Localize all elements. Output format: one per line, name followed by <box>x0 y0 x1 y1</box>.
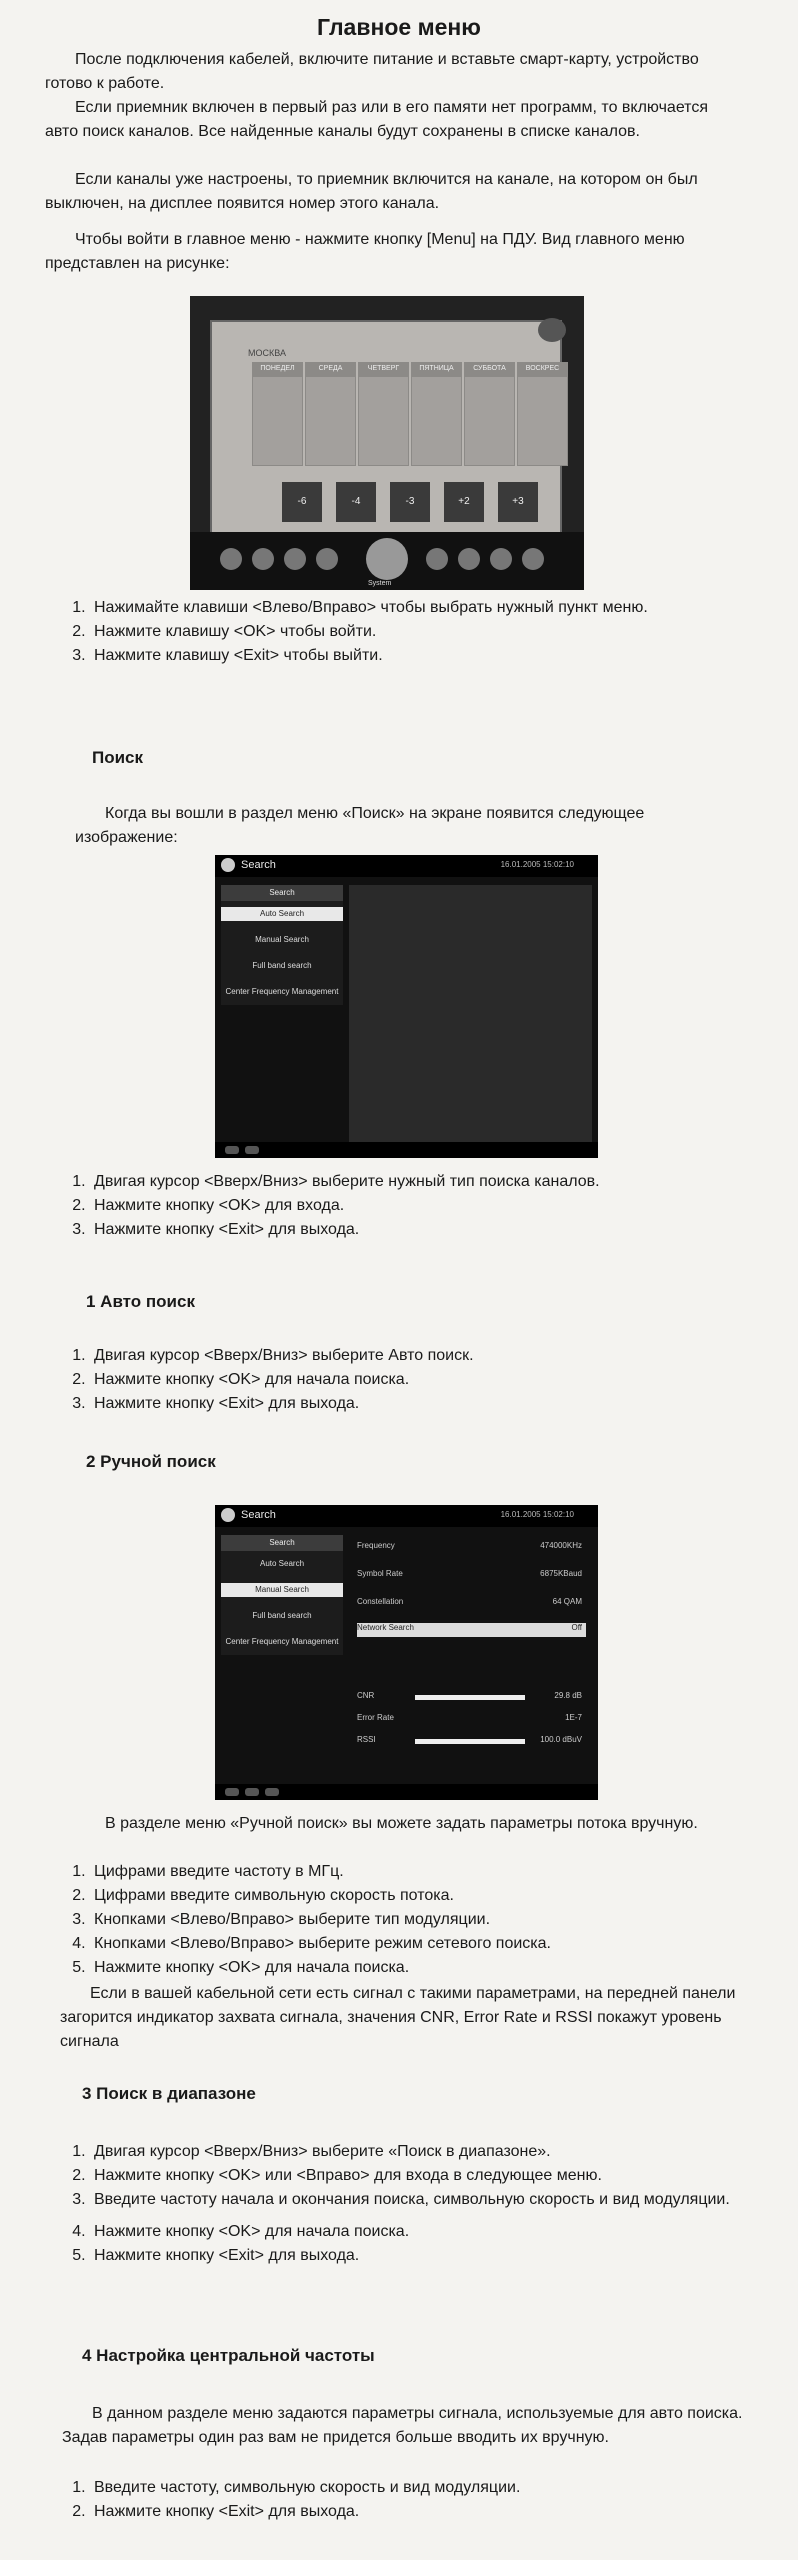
param-key: Network Search <box>357 1623 414 1632</box>
main-menu-steps <box>62 596 770 668</box>
footer-icon <box>225 1146 239 1154</box>
stat-value: 29.8 dB <box>554 1691 582 1700</box>
footer-icon <box>225 1788 239 1796</box>
stat-row <box>357 1713 586 1727</box>
manual-note: Если в вашей кабельной сети есть сигнал с такими параметрами, на передней панели загорится индикатор захвата сигнала, значения CNR, Error Rate и RSSI покажут уровень сигнала <box>60 1985 736 2050</box>
menu-icon <box>458 548 480 570</box>
screen-footer <box>215 1784 598 1800</box>
list-item: 4. Кнопками <Влево/Вправо> выберите режим сетевого поиска. <box>90 1932 770 1956</box>
footer-icon <box>245 1146 259 1154</box>
city-label: МОСКВА <box>248 348 286 358</box>
list-item: 1. Цифрами введите частоту в МГц. <box>90 1860 770 1884</box>
screen-title: Search <box>241 1509 276 1521</box>
menu-icon <box>316 548 338 570</box>
screen-date: 16.01.2005 15:02:10 <box>500 1510 574 1519</box>
menu-icon <box>284 548 306 570</box>
search-menu-item-auto: Auto Search <box>221 907 343 921</box>
temperature-tile: -3 <box>390 482 430 522</box>
param-key: Constellation <box>357 1597 404 1606</box>
weekday-row <box>252 362 568 376</box>
footer-icon <box>245 1788 259 1796</box>
param-row <box>357 1541 586 1555</box>
weekday-label: ПОНЕДЕЛ <box>252 362 303 376</box>
list-item: 5. Нажмите кнопку <Exit> для выхода. <box>90 2244 770 2268</box>
manual-search-heading: 2 Ручной поиск <box>86 1452 216 1471</box>
param-key: Frequency <box>357 1541 395 1550</box>
search-menu-item-full: Full band search <box>252 961 312 970</box>
weekday-label: ПЯТНИЦА <box>411 362 462 376</box>
manual-intro: В разделе меню «Ручной поиск» вы можете задать параметры потока вручную. <box>105 1815 698 1832</box>
list-item: 2. Цифрами введите символьную скорость потока. <box>90 1884 770 1908</box>
list-item: 3. Нажмите кнопку <Exit> для выхода. <box>90 1392 770 1416</box>
param-value: 64 QAM <box>552 1597 582 1606</box>
main-menu-frame <box>210 320 562 562</box>
stat-key: Error Rate <box>357 1713 394 1722</box>
search-menu-head: Search <box>221 1535 343 1551</box>
rssi-meter <box>415 1739 525 1744</box>
list-item: 2. Нажмите кнопку <Exit> для выхода. <box>90 2500 770 2524</box>
manual-search-steps <box>62 1860 770 1980</box>
search-menu-item-manual: Manual Search <box>255 935 309 944</box>
list-item: 1. Двигая курсор <Вверх/Вниз> выберите Авто поиск. <box>90 1344 770 1368</box>
page-title: Главное меню <box>317 14 481 40</box>
weekday-label: ВОСКРЕС <box>517 362 568 376</box>
search-menu-item-auto: Auto Search <box>259 1559 305 1568</box>
globe-icon <box>221 1508 235 1522</box>
menu-icon <box>490 548 512 570</box>
screen-date: 16.01.2005 15:02:10 <box>500 860 574 869</box>
search-menu-list <box>221 1535 343 1655</box>
manual-search-screen-image <box>215 1505 598 1800</box>
stat-value: 100.0 dBuV <box>540 1735 582 1744</box>
search-menu-item-center: Center Frequency Management <box>225 987 339 996</box>
intro-paragraph-2: Если приемник включен в первый раз или в его памяти нет программ, то включается авто поиск каналов. Все найденные каналы будут сохранены в списке каналов. <box>45 99 708 140</box>
list-item: 2. Нажмите кнопку <OK> для входа. <box>90 1194 770 1218</box>
list-item: 1. Двигая курсор <Вверх/Вниз> выберите нужный тип поиска каналов. <box>90 1170 770 1194</box>
param-value: Off <box>571 1623 582 1632</box>
list-item: 2. Нажмите кнопку <OK> или <Вправо> для входа в следующее меню. <box>90 2164 770 2188</box>
search-menu-item-center: Center Frequency Management <box>225 1637 339 1646</box>
main-menu-image <box>190 296 584 590</box>
search-menu-item-full: Full band search <box>252 1611 312 1620</box>
list-item: 3. Нажмите клавишу <Exit> чтобы выйти. <box>90 644 770 668</box>
weather-logo-icon <box>538 318 566 342</box>
param-row-selected <box>357 1623 586 1637</box>
search-menu-list <box>221 885 343 1005</box>
temperature-tile: +2 <box>444 482 484 522</box>
range-search-steps <box>62 2140 770 2268</box>
center-frequency-steps <box>62 2476 770 2524</box>
center-frequency-heading: 4 Настройка центральной частоты <box>82 2346 375 2365</box>
list-item: 3. Кнопками <Влево/Вправо> выберите тип модуляции. <box>90 1908 770 1932</box>
stat-key: CNR <box>357 1691 375 1700</box>
system-gear-icon <box>366 538 408 580</box>
menu-icon <box>426 548 448 570</box>
param-value: 6875KBaud <box>540 1569 582 1578</box>
menu-icon <box>252 548 274 570</box>
range-search-heading: 3 Поиск в диапазоне <box>82 2084 256 2103</box>
weekday-label: СУББОТА <box>464 362 515 376</box>
list-item: 3. Нажмите кнопку <Exit> для выхода. <box>90 1218 770 1242</box>
search-right-panel <box>349 885 592 1143</box>
list-item: 1. Введите частоту, символьную скорость и вид модуляции. <box>90 2476 770 2500</box>
weather-grid <box>252 376 568 466</box>
param-value: 474000KHz <box>540 1541 582 1550</box>
list-item: 2. Нажмите кнопку <OK> для начала поиска. <box>90 1368 770 1392</box>
list-item: 4. Нажмите кнопку <OK> для начала поиска. <box>90 2220 770 2244</box>
footer-icon <box>265 1788 279 1796</box>
search-menu-head: Search <box>221 885 343 901</box>
cnr-meter <box>415 1695 525 1700</box>
temperature-tile: -4 <box>336 482 376 522</box>
temperature-tile: +3 <box>498 482 538 522</box>
stat-value: 1E-7 <box>565 1713 582 1722</box>
main-menu-icon-bar <box>190 532 584 590</box>
temperature-tile: -6 <box>282 482 322 522</box>
list-item: 1. Нажимайте клавиши <Влево/Вправо> чтобы выбрать нужный пункт меню. <box>90 596 770 620</box>
center-intro: В данном разделе меню задаются параметры сигнала, используемые для авто поиска. Задав параметры один раз вам не придется больше вводить их вручную. <box>62 2405 743 2446</box>
list-item: 3. Введите частоту начала и окончания поиска, символьную скорость и вид модуляции. <box>90 2188 770 2212</box>
search-heading: Поиск <box>92 748 144 767</box>
list-item: 5. Нажмите кнопку <OK> для начала поиска. <box>90 1956 770 1980</box>
system-label: System <box>368 580 392 587</box>
auto-search-heading: 1 Авто поиск <box>86 1292 195 1311</box>
globe-icon <box>221 858 235 872</box>
param-key: Symbol Rate <box>357 1569 403 1578</box>
param-row <box>357 1569 586 1583</box>
list-item: 2. Нажмите клавишу <OK> чтобы войти. <box>90 620 770 644</box>
temperature-tiles <box>282 482 538 522</box>
intro-paragraph-3: Если каналы уже настроены, то приемник включится на канале, на котором он был выключен, на дисплее появится номер этого канала. <box>45 171 698 212</box>
auto-search-steps <box>62 1344 770 1416</box>
weekday-label: ЧЕТВЕРГ <box>358 362 409 376</box>
screen-title: Search <box>241 859 276 871</box>
search-screen-image <box>215 855 598 1158</box>
menu-icon <box>522 548 544 570</box>
param-row <box>357 1597 586 1611</box>
weekday-label: СРЕДА <box>305 362 356 376</box>
menu-icon <box>220 548 242 570</box>
search-menu-item-manual: Manual Search <box>221 1583 343 1597</box>
intro-paragraph-1: После подключения кабелей, включите питание и вставьте смарт-карту, устройство готово к работе. <box>45 51 699 92</box>
intro-paragraph-4: Чтобы войти в главное меню - нажмите кнопку [Menu] на ПДУ. Вид главного меню представлен на рисунке: <box>45 231 685 272</box>
screen-footer <box>215 1142 598 1158</box>
stat-key: RSSI <box>357 1735 376 1744</box>
list-item: 1. Двигая курсор <Вверх/Вниз> выберите «Поиск в диапазоне». <box>90 2140 770 2164</box>
search-intro: Когда вы вошли в раздел меню «Поиск» на экране появится следующее изображение: <box>75 805 645 846</box>
search-steps <box>62 1170 770 1242</box>
